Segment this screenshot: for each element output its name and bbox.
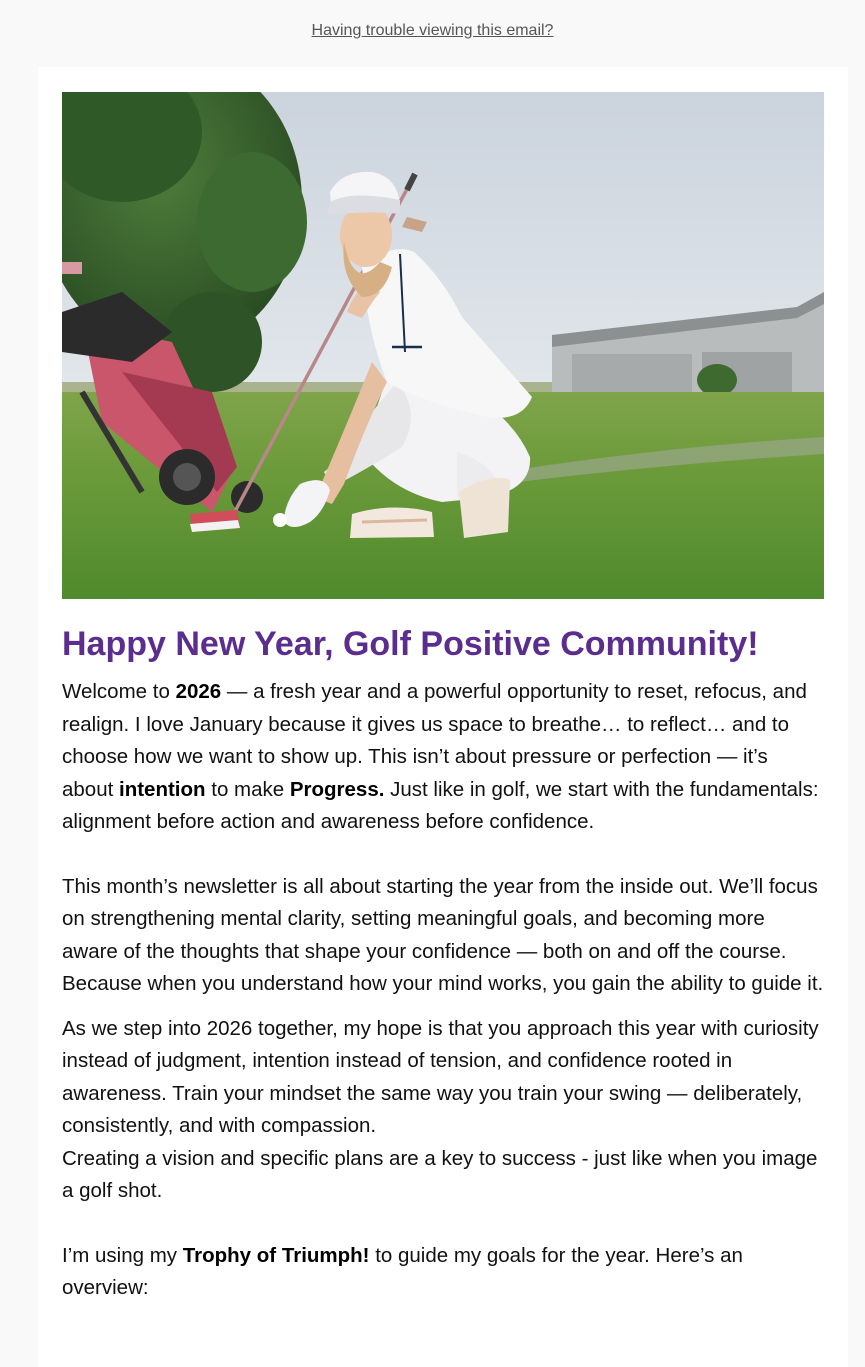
intro-text-2: — a fresh year and a powerful opportunity to reset, refocus, and realign. I love January because it gives us space to breathe… to reflect… and to choose how we want to show up. This isn’t about pressure or perfection — it’s about — [62, 680, 807, 801]
intro-text-4: Just like in golf, we start with the fundamentals: alignment before action and awareness before confidence. — [62, 777, 819, 833]
spacer — [62, 1001, 824, 1013]
email-body-card — [38, 67, 848, 1367]
spacer — [62, 1208, 824, 1240]
hope-paragraph: As we step into 2026 together, my hope is that you approach this year with curiosity instead of judgment, intention instead of tension, and confidence rooted in awareness. Train your mindset the same way you train your swing — deliberately, consistently, and with compassion. — [62, 1016, 819, 1137]
hero-image — [62, 92, 824, 599]
newsletter-title: Happy New Year, Golf Positive Community! — [62, 625, 759, 663]
spacer — [62, 839, 824, 871]
intro-text-3: to make — [205, 777, 290, 801]
intro-paragraph — [62, 676, 824, 839]
intro-bold-progress: Progress. — [289, 777, 385, 801]
intro-bold-year: 2026 — [175, 680, 222, 703]
trophy-text-1: I’m using my — [62, 1243, 183, 1267]
newsletter-focus-paragraph: This month’s newsletter is all about starting the year from the inside out. We’ll focus on strengthening mental clarity, setting meaningful goals, and becoming more aware of the thoughts that shape your confidence — both on and off the course. Because when you understand how your mind works, you gain the ability to guide it. — [62, 874, 824, 995]
newsletter-content — [62, 622, 824, 1305]
view-in-browser-link[interactable]: Having trouble viewing this email? — [311, 22, 554, 39]
trophy-paragraph — [62, 1240, 824, 1305]
email-header — [0, 0, 865, 45]
intro-text-1: Welcome to — [62, 680, 176, 703]
trophy-text-2: to guide my goals for the year. Here’s an overview: — [62, 1243, 743, 1299]
vision-paragraph: Creating a vision and specific plans are a key to success - just like when you image a golf shot. — [62, 1146, 818, 1202]
trophy-bold-name: Trophy of Triumph! — [182, 1243, 370, 1267]
intro-bold-intention: intention — [119, 777, 206, 801]
